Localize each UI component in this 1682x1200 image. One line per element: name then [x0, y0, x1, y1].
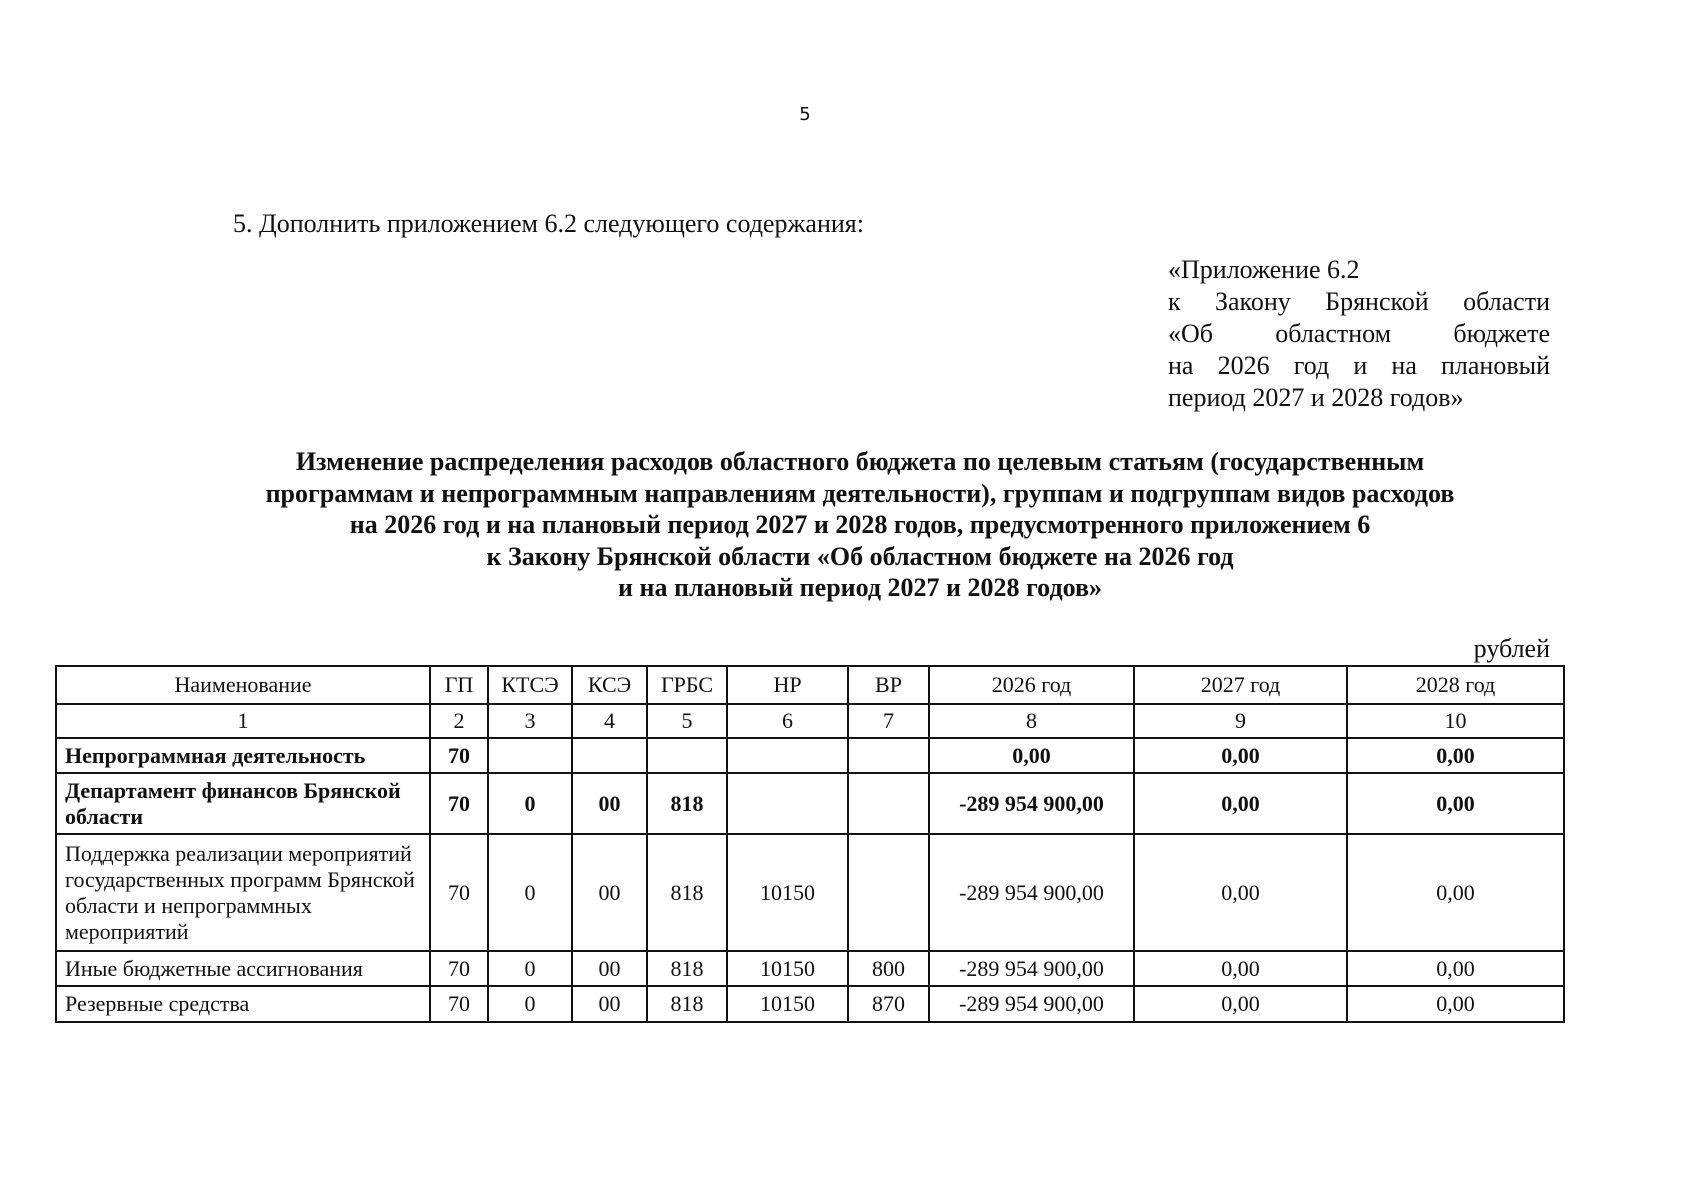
cell-name: Непрограммная деятельность [56, 738, 430, 773]
cell-kse: 00 [572, 986, 647, 1022]
cell-grbs: 818 [647, 773, 727, 834]
appendix-reference-line: «Приложение 6.2 [1168, 255, 1360, 284]
cell-ktse: 0 [488, 773, 572, 834]
cell-nr: 10150 [727, 834, 848, 951]
document-title-line: к Закону Брянской области «Об областном бюджете на 2026 год [486, 541, 1234, 571]
table-row [56, 986, 1564, 1022]
cell-vr: 870 [848, 986, 929, 1022]
column-number: 1 [56, 704, 430, 738]
cell-name: Иные бюджетные ассигнования [56, 951, 430, 986]
document-title-line: программам и непрограммным направлениям деятельности), группам и подгруппам видов расходов [265, 478, 1455, 508]
cell-gp: 70 [430, 986, 488, 1022]
units-label: рублей [1473, 634, 1550, 663]
cell-ktse: 0 [488, 986, 572, 1022]
cell-ktse: 0 [488, 834, 572, 951]
cell-name: Поддержка реализации мероприятий государственных программ Брянской области и непрограммных мероприятий [56, 834, 430, 951]
cell-2027: 0,00 [1134, 986, 1347, 1022]
cell-2027: 0,00 [1134, 834, 1347, 951]
cell-gp: 70 [430, 738, 488, 773]
cell-gp: 70 [430, 951, 488, 986]
column-number: 7 [848, 704, 929, 738]
header-vr: ВР [848, 666, 929, 704]
cell-grbs: 818 [647, 834, 727, 951]
cell-2026: -289 954 900,00 [929, 951, 1134, 986]
table-row [56, 834, 1564, 951]
table-row [56, 773, 1564, 834]
cell-kse [572, 738, 647, 773]
appendix-reference-line: на 2026 год и на плановый [1168, 351, 1550, 380]
column-number: 10 [1347, 704, 1564, 738]
column-number-row [56, 704, 1564, 738]
cell-grbs: 818 [647, 986, 727, 1022]
cell-kse: 00 [572, 773, 647, 834]
document-title [140, 446, 1580, 604]
cell-kse: 00 [572, 834, 647, 951]
cell-grbs [647, 738, 727, 773]
column-number: 5 [647, 704, 727, 738]
cell-2026: 0,00 [929, 738, 1134, 773]
cell-2026: -289 954 900,00 [929, 986, 1134, 1022]
header-2028: 2028 год [1347, 666, 1564, 704]
cell-ktse: 0 [488, 951, 572, 986]
cell-2027: 0,00 [1134, 738, 1347, 773]
cell-vr [848, 773, 929, 834]
appendix-reference-line: период 2027 и 2028 годов» [1168, 383, 1464, 412]
column-number: 4 [572, 704, 647, 738]
cell-vr: 800 [848, 951, 929, 986]
cell-vr [848, 738, 929, 773]
cell-2026: -289 954 900,00 [929, 834, 1134, 951]
table-row [56, 738, 1564, 773]
cell-2028: 0,00 [1347, 834, 1564, 951]
cell-nr: 10150 [727, 986, 848, 1022]
header-gp: ГП [430, 666, 488, 704]
document-title-line: и на плановый период 2027 и 2028 годов» [618, 573, 1102, 602]
column-number: 6 [727, 704, 848, 738]
cell-2028: 0,00 [1347, 773, 1564, 834]
table-row [56, 951, 1564, 986]
cell-2028: 0,00 [1347, 951, 1564, 986]
header-name: Наименование [56, 666, 430, 704]
header-2026: 2026 год [929, 666, 1134, 704]
cell-2027: 0,00 [1134, 773, 1347, 834]
document-title-line: на 2026 год и на плановый период 2027 и 2028 годов, предусмотренного приложением 6 [349, 510, 1371, 539]
header-ktse: КТСЭ [488, 666, 572, 704]
appendix-reference [1168, 254, 1550, 414]
cell-kse: 00 [572, 951, 647, 986]
instruction-text: 5. Дополнить приложением 6.2 следующего содержания: [233, 209, 864, 238]
cell-name: Резервные средства [56, 986, 430, 1022]
document-title-line: Изменение распределения расходов областного бюджета по целевым статьям (государственным [295, 447, 1425, 476]
cell-nr: 10150 [727, 951, 848, 986]
column-number: 9 [1134, 704, 1347, 738]
header-nr: НР [727, 666, 848, 704]
column-number: 8 [929, 704, 1134, 738]
column-number: 3 [488, 704, 572, 738]
cell-gp: 70 [430, 773, 488, 834]
cell-vr [848, 834, 929, 951]
budget-table [55, 665, 1565, 1023]
cell-grbs: 818 [647, 951, 727, 986]
header-2027: 2027 год [1134, 666, 1347, 704]
page-number: 5 [799, 104, 811, 125]
header-grbs: ГРБС [647, 666, 727, 704]
appendix-reference-line: «Об областном бюджете [1168, 319, 1550, 348]
cell-nr [727, 738, 848, 773]
cell-nr [727, 773, 848, 834]
table-header-row [56, 666, 1564, 704]
header-kse: КСЭ [572, 666, 647, 704]
appendix-reference-line: к Закону Брянской области [1168, 287, 1550, 316]
column-number: 2 [430, 704, 488, 738]
cell-2028: 0,00 [1347, 986, 1564, 1022]
cell-ktse [488, 738, 572, 773]
cell-name: Департамент финансов Брянской области [56, 773, 430, 834]
cell-2028: 0,00 [1347, 738, 1564, 773]
cell-2026: -289 954 900,00 [929, 773, 1134, 834]
cell-2027: 0,00 [1134, 951, 1347, 986]
cell-gp: 70 [430, 834, 488, 951]
